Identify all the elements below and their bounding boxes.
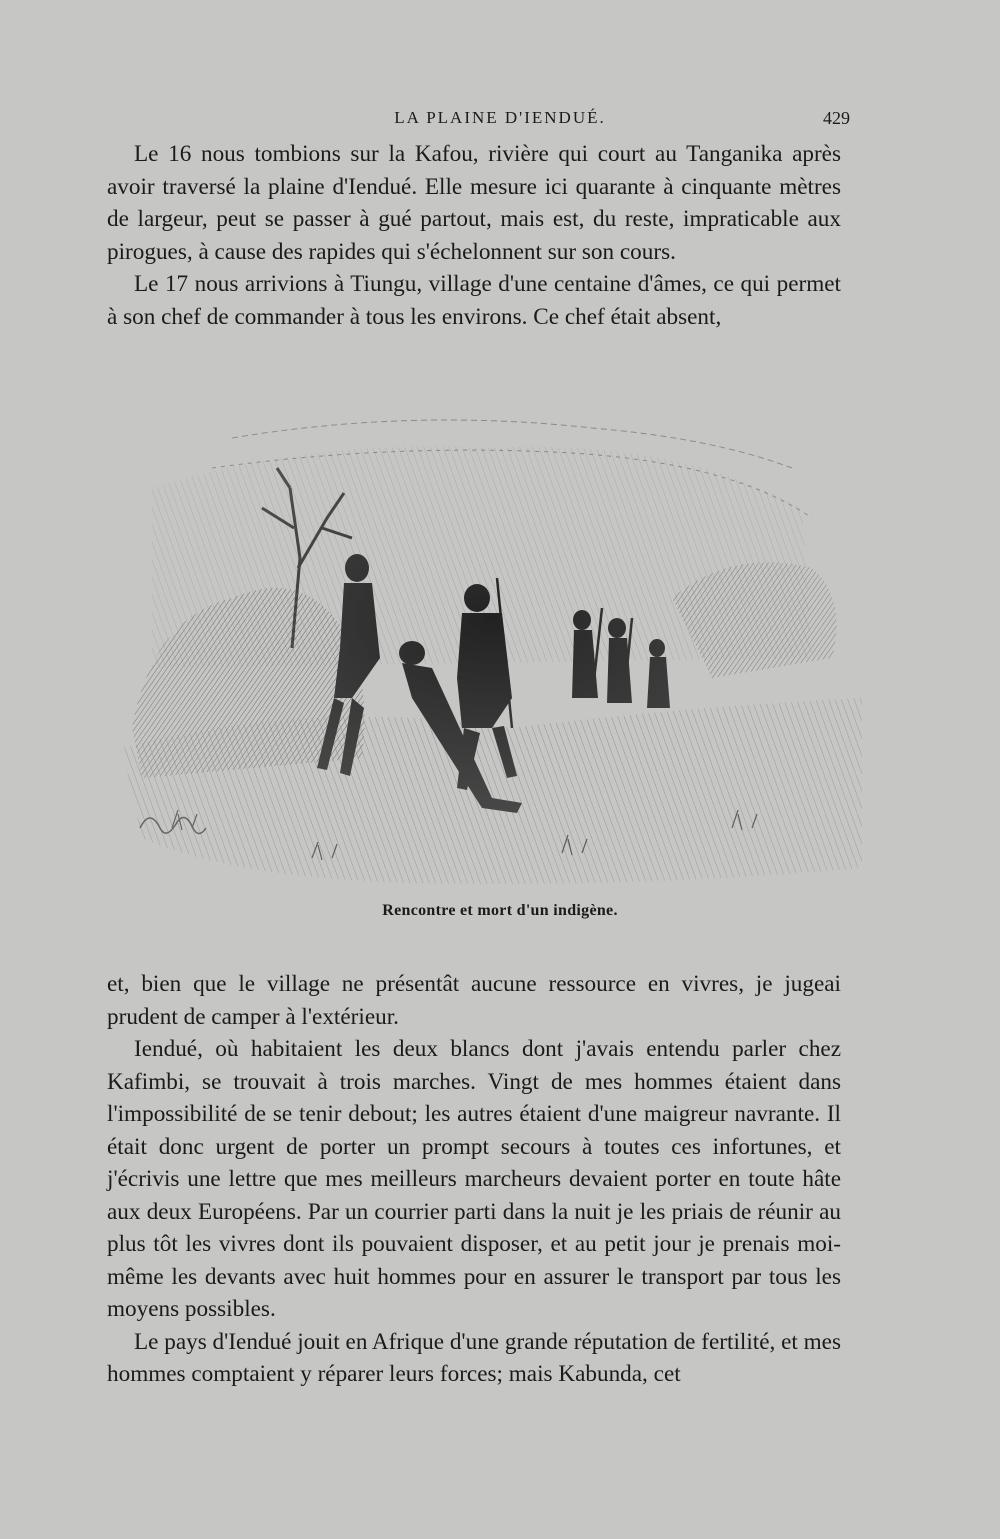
text-block-top xyxy=(107,138,841,333)
engraving-drawing xyxy=(112,398,872,888)
paragraph: Iendué, où habitaient les deux blancs dont j'avais entendu parler chez Kafimbi, se trouvait à trois marches. Vingt de mes hommes étaient dans l'impossibilité de se tenir debout; les autres étaient d'une maigreur navrante. Il était donc urgent de porter un prompt secours à toutes ces infortunes, et j'écrivis une lettre que mes meilleurs marcheurs devaient porter en toute hâte aux deux Européens. Par un courrier parti dans la nuit je les priais de réunir au plus tôt les vivres dont ils pouvaient disposer, et au petit jour je prenais moi-même les devants avec huit hommes pour en assurer le transport par tous les moyens possibles. xyxy=(107,1036,841,1322)
running-title: LA PLAINE D'IENDUÉ. xyxy=(394,108,606,127)
paragraph: et, bien que le village ne présentât aucune ressource en vivres, je jugeai prudent de camper à l'extérieur. xyxy=(107,971,841,1030)
text-block-bottom xyxy=(107,968,841,1391)
paragraph: Le 16 nous tombions sur la Kafou, rivière qui court au Tanganika après avoir traversé la plaine d'Iendué. Elle mesure ici quarante à cinquante mètres de largeur, peut se passer à gué partout, mais est, du reste, impraticable aux pirogues, à cause des rapides qui s'échelonnent sur son cours. xyxy=(107,141,841,265)
paragraph: Le pays d'Iendué jouit en Afrique d'une grande réputation de fertilité, et mes hommes comptaient y réparer leurs forces; mais Kabunda, cet xyxy=(107,1328,841,1387)
engraving-illustration xyxy=(112,398,872,888)
figure-caption: Rencontre et mort d'un indigène. xyxy=(382,902,618,919)
paragraph: Le 17 nous arrivions à Tiungu, village d'une centaine d'âmes, ce qui permet à son chef de commander à tous les environs. Ce chef était absent, xyxy=(107,271,841,330)
page-number: 429 xyxy=(823,108,850,128)
